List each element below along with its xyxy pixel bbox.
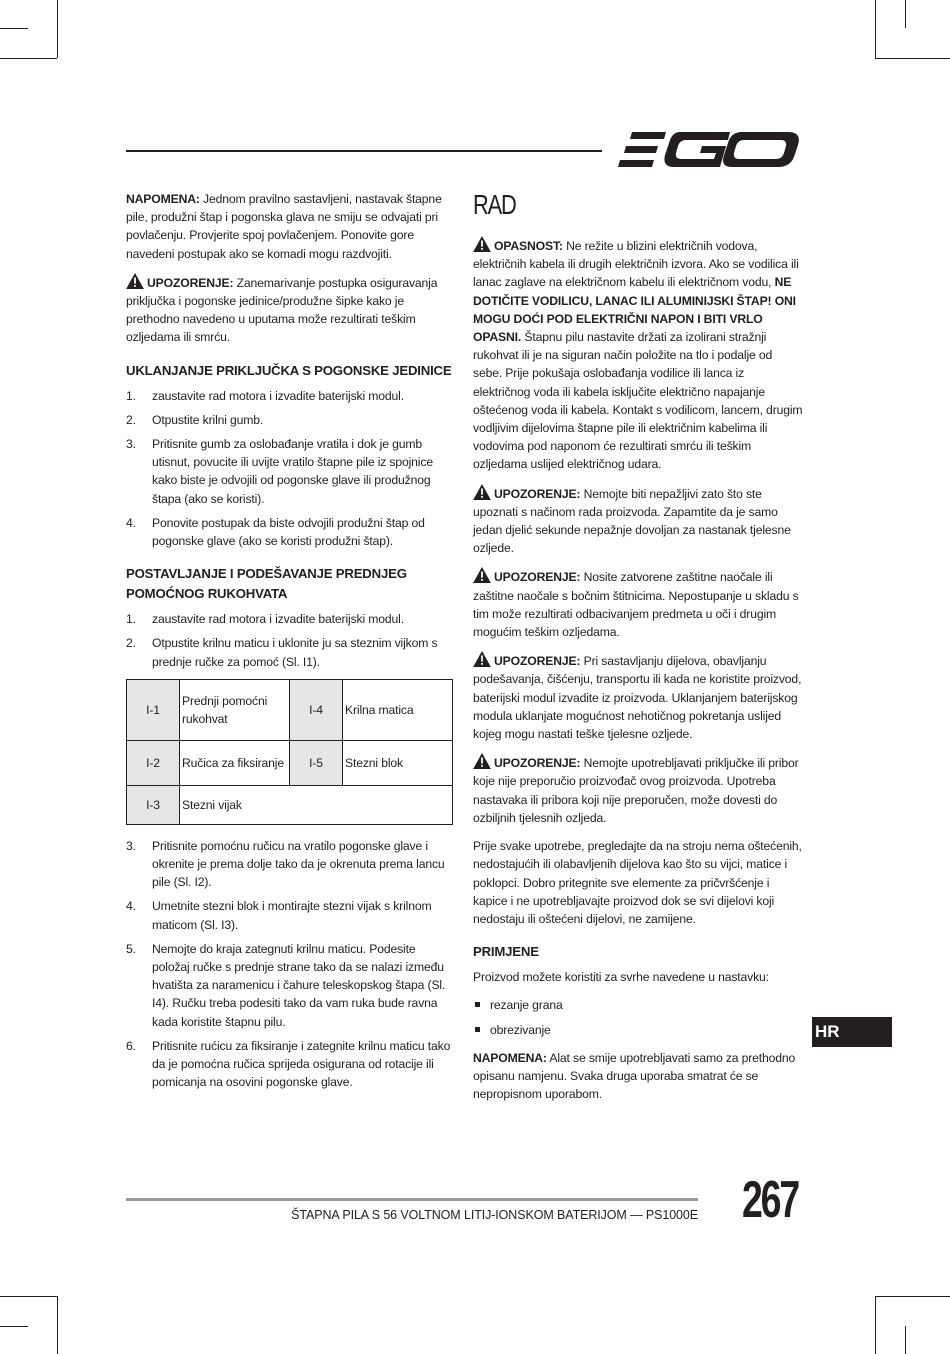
bullet-square-icon [475, 1002, 480, 1007]
table-cell-code: I-1 [127, 679, 180, 740]
list-item [126, 897, 454, 933]
step-text: zaustavite rad motora i izvadite baterijski modul. [152, 612, 404, 627]
table-cell-code: I-2 [127, 740, 180, 785]
list-item [126, 1037, 454, 1092]
crop-mark [875, 1296, 876, 1354]
warning-paragraph [473, 484, 803, 558]
step-number: 4. [126, 899, 136, 914]
danger-label: OPASNOST: [494, 239, 563, 253]
list-item [473, 1021, 803, 1039]
table-cell-label: Krilna matica [343, 679, 453, 740]
list-item-text: rezanje grana [490, 998, 563, 1013]
step-text: Otpustite krilni gumb. [152, 412, 264, 427]
crop-mark [0, 58, 57, 59]
list-item [473, 996, 803, 1014]
table-cell-label: Stezni vijak [180, 785, 453, 824]
warning-label: UPOZORENJE: [494, 486, 581, 501]
step-text: Umetnite stezni blok i montirajte stezni vijak s krilnom maticom (Sl. I3). [152, 899, 432, 932]
danger-bold-text: NE DOTIČITE VODILICU, LANAC ILI ALUMINIJSKI ŠTAP! ONI MOGU DOĆI POD ELEKTRIČNI NAPON I BITI VRLO OPASNI. [473, 275, 796, 345]
application-intro: Proizvod možete koristiti za svrhe navedene u nastavku: [473, 970, 769, 985]
list-item [126, 837, 454, 892]
table-cell-label: Ručica za fiksiranje [180, 740, 290, 785]
warning-text: Zanemarivanje postupka osiguravanja priključka i pogonske jedinice/produžne šipke kako je prethodno navedeno u uputama može rezultirati teškim ozljedama ili smrću. [126, 275, 438, 345]
warning-triangle-icon [473, 651, 491, 667]
section-title-rad: RAD [473, 189, 516, 220]
left-column [126, 190, 454, 1100]
language-tab: HR [812, 1017, 892, 1047]
table-cell-code: I-5 [290, 740, 343, 785]
step-text: Ponovite postupak da biste odvojili produžni štap od pogonske glave (ako se koristi produžni štap). [152, 515, 425, 549]
crop-mark [57, 1296, 58, 1354]
crop-mark [875, 0, 876, 58]
list-item [126, 514, 454, 550]
warning-paragraph [473, 651, 803, 743]
table-cell-label: Prednji pomoćni rukohvat [180, 679, 290, 740]
warning-text: Pri sastavljanju dijelova, obavljanju podešavanja, čišćenju, transportu ili kada ne koristite proizvod, baterijski modul izvadite iz proizvoda. Uklanjanjem baterijskog modula uklanjate mogućnost nehotičnog pokretanja uslijed kojeg mogu nastati teške tjelesne ozljede. [473, 654, 802, 742]
list-item [126, 610, 454, 628]
step-number: 4. [126, 515, 136, 530]
crop-mark [875, 1296, 950, 1297]
warning-paragraph [473, 567, 803, 641]
warning-paragraph [126, 273, 454, 347]
step-number: 2. [126, 412, 136, 427]
section-heading-handle: POSTAVLJANJE I PODEŠAVANJE PREDNJEG POMOĆNOG RUKOHVATA [126, 566, 407, 602]
warning-triangle-icon [473, 753, 491, 769]
section-heading-removal: UKLANJANJE PRIKLJUČKA S POGONSKE JEDINICE [126, 362, 452, 378]
crop-mark [57, 0, 58, 58]
danger-paragraph [473, 236, 803, 474]
step-text: Pritisnite pomoćnu ručicu na vratilo pogonske glave i okrenite je prema dolje tako da je okrenuta prema lancu pile (Sl. I2). [152, 838, 445, 890]
step-text: zaustavite rad motora i izvadite baterijski modul. [152, 388, 404, 403]
danger-text: Ne režite u blizini električnih vodova, električnih kabela ili drugih električnih izvora. Ako se vodilica ili lanac zaglave na električnom kabelu ili električnom vodu, [473, 239, 799, 290]
bullet-square-icon [475, 1027, 480, 1032]
section-heading-application: PRIMJENE [473, 944, 539, 960]
crop-mark [0, 1326, 28, 1327]
parts-table [126, 679, 453, 825]
warning-label: UPOZORENJE: [147, 275, 234, 290]
warning-triangle-icon [473, 567, 491, 583]
note-label: NAPOMENA: [473, 1050, 547, 1065]
table-row [127, 785, 453, 824]
step-text: Otpustite krilnu maticu i uklonite ju sa steznim vijkom s prednje ručke za pomoć (Sl. I1). [152, 636, 438, 669]
list-item [126, 940, 454, 1031]
step-number: 6. [126, 1038, 136, 1053]
warning-triangle-icon [473, 484, 491, 500]
right-column [473, 190, 803, 1113]
step-number: 3. [126, 437, 136, 452]
warning-triangle-icon [473, 236, 491, 252]
warning-text: Nosite zatvorene zaštitne naočale ili zaštitne naočale s bočnim štitnicima. Nepostupanje u skladu s tim može rezultirati odbacivanjem predmeta u oči i drugim mogućim teškim ozljedama. [473, 570, 799, 640]
crop-mark [875, 58, 950, 59]
table-row [127, 679, 453, 740]
handle-steps-after [126, 837, 454, 1092]
warning-label: UPOZORENJE: [494, 756, 581, 771]
table-cell-label: Stezni blok [343, 740, 453, 785]
warning-text: Nemojte biti nepažljivi zato što ste upoznati s načinom rada proizvoda. Zapamtite da je samo jedan djelić sekunde nepažnje dovoljan za nastanak tjelesne ozljede. [473, 486, 791, 556]
note-text: Alat se smije upotrebljavati samo za prethodno opisanu namjenu. Svaka druga uporaba smatrat će se nepropisnom uporabom. [473, 1050, 796, 1102]
list-item [126, 435, 454, 508]
note-paragraph [473, 1049, 803, 1104]
removal-steps [126, 387, 454, 551]
table-cell-code: I-3 [127, 785, 180, 824]
note-paragraph [126, 190, 454, 263]
handle-steps-before [126, 610, 454, 671]
step-text: Pritisnite gumb za oslobađanje vratila i dok je gumb utisnut, povucite ili uvijte vratilo štapne pile iz spojnice kako biste je odvojili od pogonske glave ili produžnog štapa (ako se koristi). [152, 437, 433, 506]
crop-mark [905, 1326, 906, 1354]
inspection-paragraph: Prije svake upotrebe, pregledajte da na stroju nema oštećenih, nedostajućih ili olabavljenih dijelova kao što su vijci, matice i poklopci. Dobro pritegnite sve elemente za pričvršćenje i kapice i ne upotrebljavajte proizvod dok se svi dijelovi koji nedostaju ili oštećeni dijelovi, ne zamijene. [473, 839, 802, 926]
crop-mark [905, 0, 906, 28]
list-item [126, 387, 454, 405]
note-text: Jednom pravilno sastavljeni, nastavak štapne pile, produžni štap i pogonska glava ne smiju se odvajati pri povlačenju. Provjerite spoj povlačenjem. Ponovite gore navedeni postupak ako se komadi mogu razdvojiti. [126, 192, 442, 261]
table-cell-code: I-4 [290, 679, 343, 740]
list-item [126, 634, 454, 670]
footer-rule [126, 1198, 698, 1201]
crop-mark [0, 1296, 57, 1297]
list-item-text: obrezivanje [490, 1022, 551, 1037]
step-number: 1. [126, 388, 136, 403]
warning-paragraph [473, 753, 803, 827]
warning-label: UPOZORENJE: [494, 654, 581, 669]
table-row [127, 740, 453, 785]
step-number: 3. [126, 838, 136, 853]
step-number: 5. [126, 941, 136, 956]
note-label: NAPOMENA: [126, 192, 200, 206]
warning-triangle-icon [126, 273, 144, 289]
step-number: 2. [126, 636, 136, 651]
header-rule [126, 150, 602, 152]
list-item [126, 411, 454, 429]
step-number: 1. [126, 612, 136, 627]
application-list [473, 996, 803, 1038]
warning-text: Nemojte upotrebljavati priključke ili pribor koje nije preporučio proizvođač ovog proizvoda. Upotreba nastavaka ili pribora koji nije preporučen, može dovesti do ozbiljnih tjelesnih ozljeda. [473, 756, 799, 825]
ego-logo [618, 129, 800, 171]
danger-text: Štapnu pilu nastavite držati za izolirani stražnji rukohvat ili je na siguran način položite na tlo i podalje od sebe. Prije pokušaja oslobađanja vodilice ili lanca iz električnog voda ili kabela isključite električno napajanje oštećenog voda ili kabela. Kontakt s vodilicom, lancem, drugim vodljivim dijelovima štapne pile ili električnim kabelima ili vodovima pod naponom će rezultirati smrću ili teškim ozljedama uslijed električnog udara. [473, 330, 803, 472]
crop-mark [0, 28, 28, 29]
page-number: 267 [742, 1171, 798, 1229]
step-text: Nemojte do kraja zategnuti krilnu maticu. Podesite položaj ručke s prednje strane tako da se nalazi između hvatišta za naramenicu i čahure teleskopskog štapa (Sl. I4). Ručku treba podesiti tako da vam ruka bude ravna kada koristite štapnu pilu. [152, 941, 446, 1029]
footer-product-text: ŠTAPNA PILA S 56 VOLTNOM LITIJ-IONSKOM BATERIJOM — PS1000E [291, 1208, 698, 1222]
warning-label: UPOZORENJE: [494, 570, 581, 585]
step-text: Pritisnite rućicu za fiksiranje i zategnite krilnu maticu tako da je pomoćna ručica sprijeda osigurana od rotacije ili pomicanja na osovini pogonske glave. [152, 1038, 451, 1090]
